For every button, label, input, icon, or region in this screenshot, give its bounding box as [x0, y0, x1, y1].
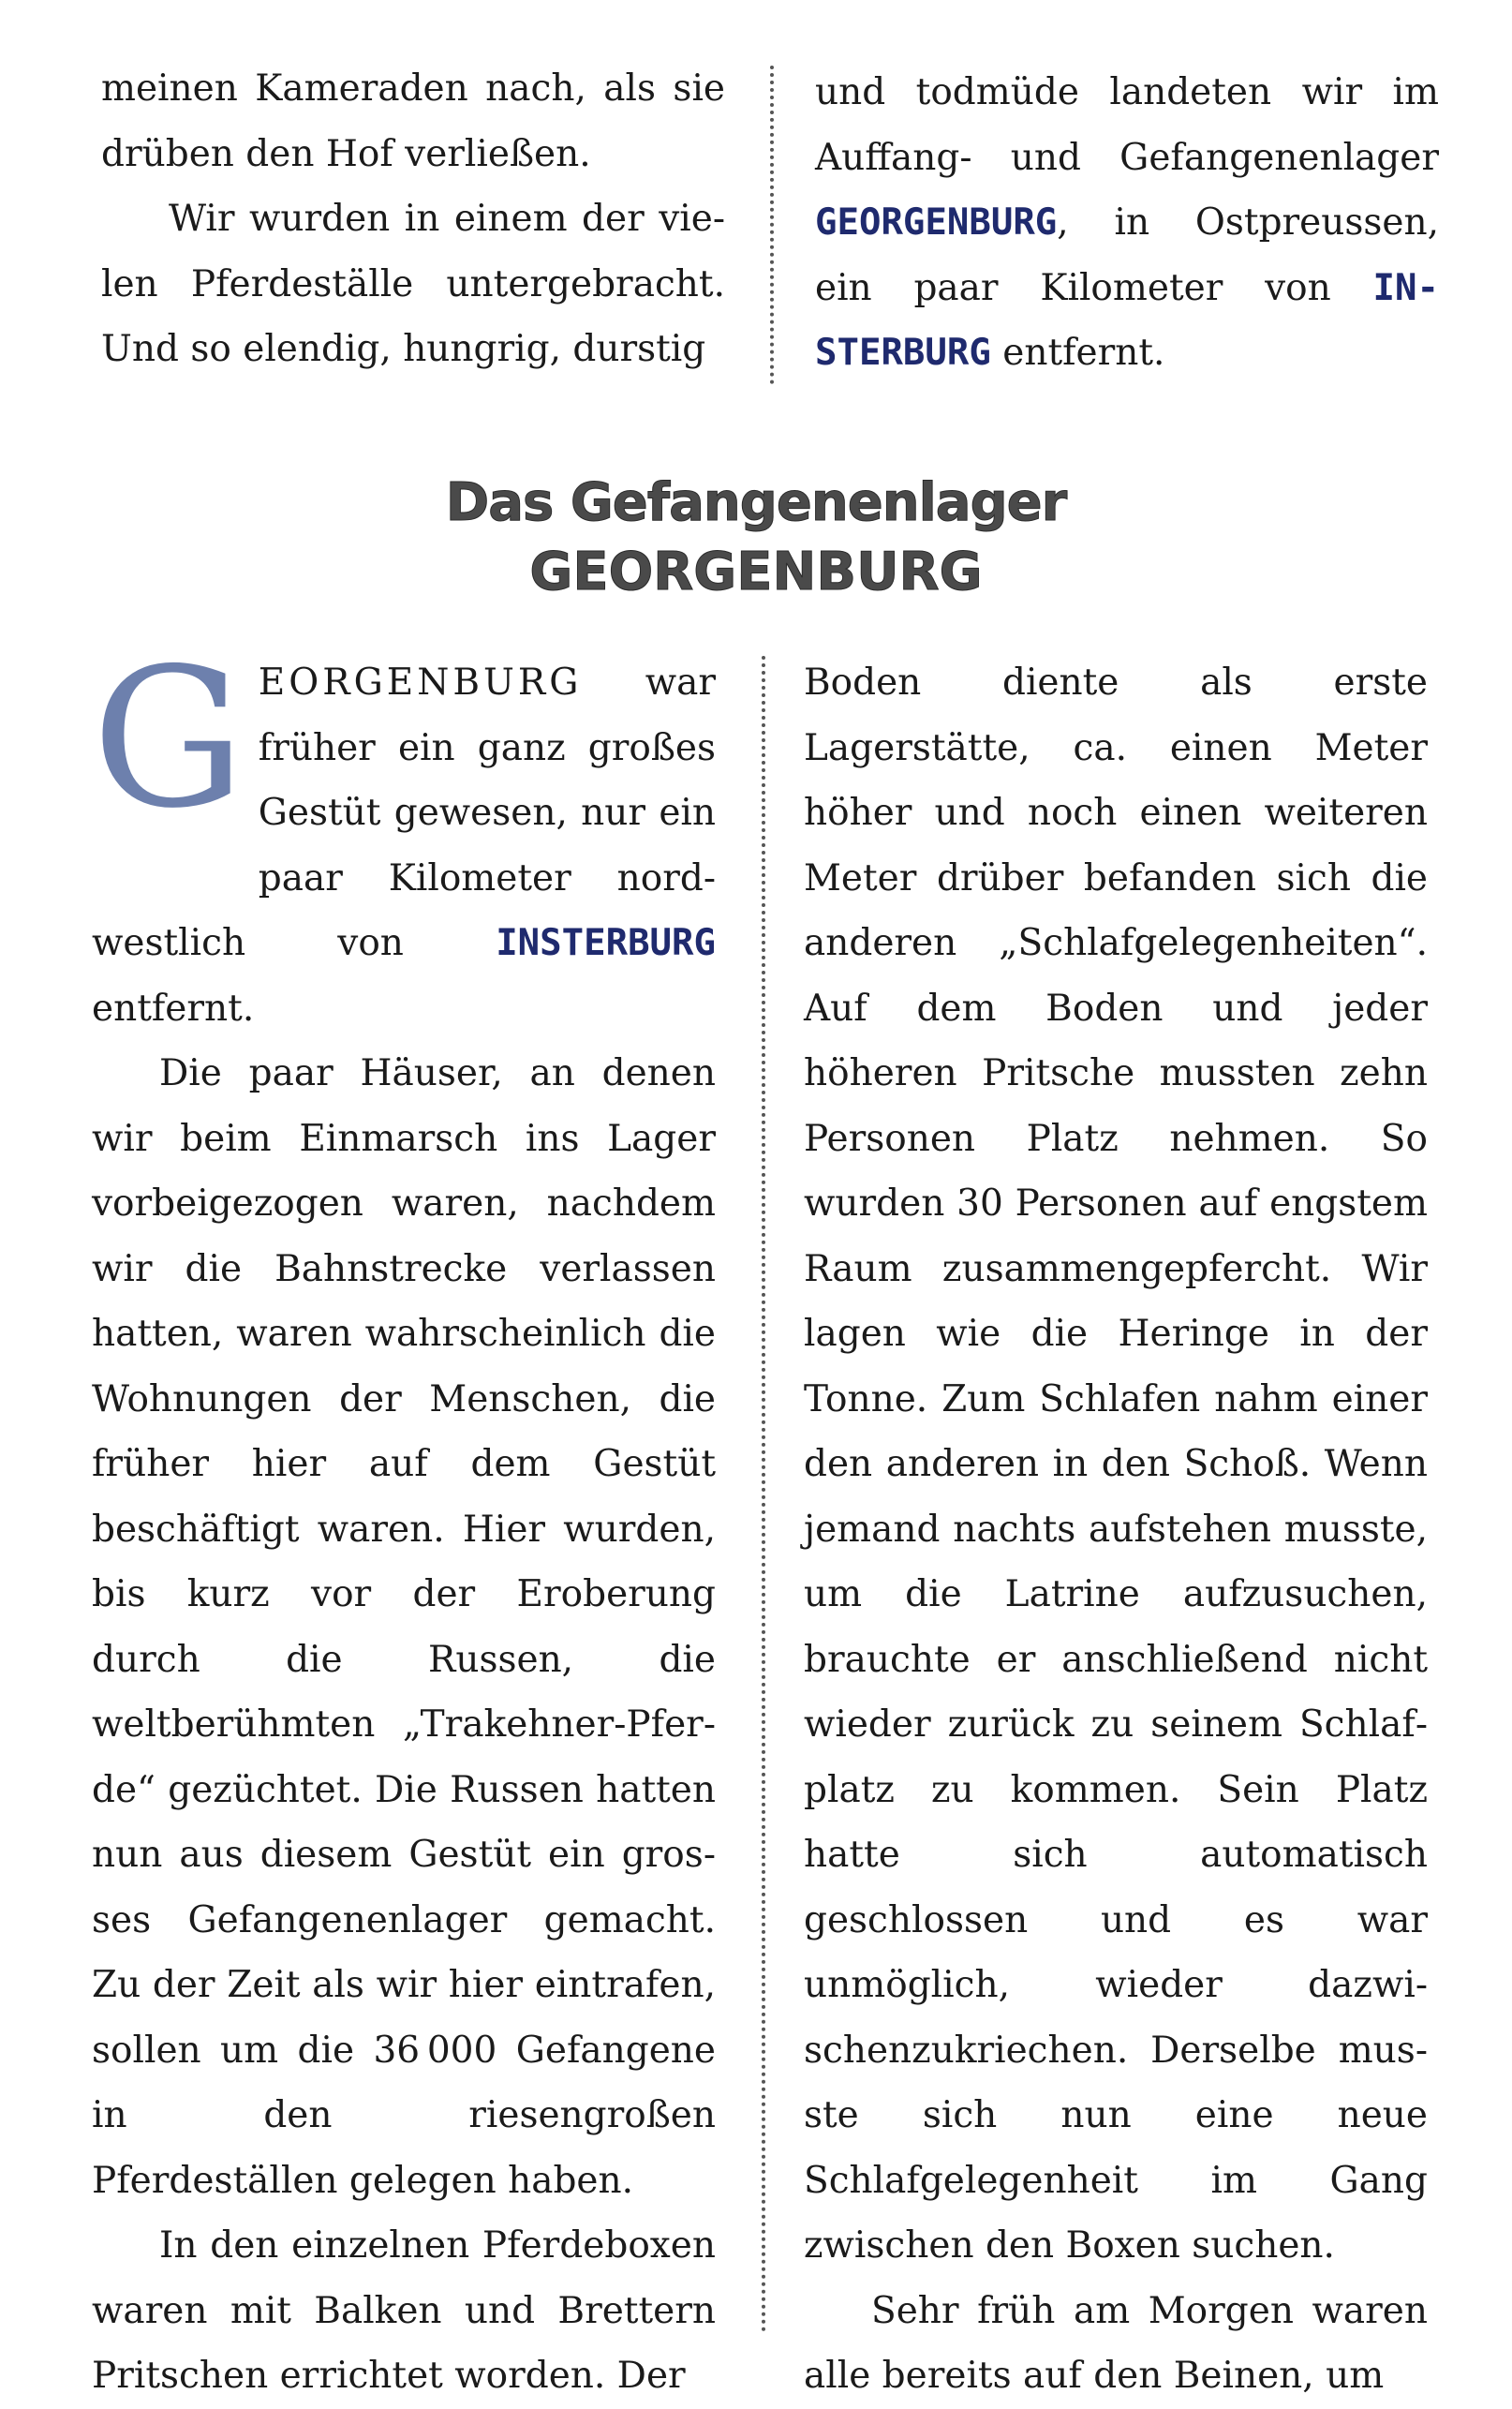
section-heading [0, 468, 1512, 607]
paragraph: meinen Kameraden nach, als sie drüben den Hof verließen. [101, 67, 725, 175]
place-name: INSTERBURG [815, 266, 1439, 374]
bottom-right-column [804, 650, 1428, 2409]
paragraph: Boden diente als erste Lagerstätte, ca. einen Meter höher und noch einen weiteren Meter drüber befanden sich die anderen „Schlafgelegenheiten“. Auf dem Boden und jeder höheren Pritsche mussten zehn Personen Platz nehmen. So wurden 30 Personen auf engstem Raum zusammengepfercht. Wir lagen wie die Heringe in der Tonne. Zum Schlafen nahm einer den anderen in den Schoß. Wenn jemand nachts aufstehen musste, um die Latrine aufzusuchen, brauchte er anschließend nicht wieder zurück zu seinem Schlafplatz zu kommen. Sein Platz hatte sich automatisch geschlossen und es war unmöglich, wieder dazwischenzukriechen. Derselbe musste sich nun eine neue Schlafgelegenheit im Gang zwischen den Boxen suchen. [804, 662, 1428, 2267]
top-left-column [101, 56, 725, 382]
text-run: war früher ein ganz großes Gestüt gewesen, nur ein paar Kilometer nord-westlich von [92, 662, 716, 964]
paragraph: In den einzelnen Pferdeboxen waren mit Balken und Brettern Pritschen errichtet worden. Der [92, 2224, 716, 2397]
text-run: , in Ostpreussen, ein paar Kilometer von [815, 201, 1439, 309]
text-run: entfernt. [990, 332, 1165, 374]
place-name: GEORGENBURG [815, 201, 1058, 244]
lead-word: EORGENBURG [258, 662, 583, 704]
paragraph: Wir wurden in einem der vielen Pferdeställe untergebracht. Und so elendig, hungrig, durstig [101, 198, 725, 370]
text-run: und todmüde landeten wir im Auffang- und Gefangenenlager [815, 71, 1439, 179]
column-divider [762, 656, 765, 2333]
text-run: entfernt. [92, 987, 255, 1030]
top-right-column [815, 60, 1439, 386]
heading-line-2: GEORGENBURG [529, 542, 983, 602]
bottom-left-column [92, 628, 716, 2409]
heading-line-1: Das Gefangenenlager [445, 472, 1067, 533]
place-name: INSTERBURG [496, 922, 716, 964]
paragraph: Sehr früh am Morgen waren alle bereits auf den Beinen, um [804, 2289, 1428, 2397]
drop-cap: G [92, 628, 245, 851]
paragraph [92, 628, 716, 1041]
paragraph: Die paar Häuser, an denen wir beim Einmarsch ins Lager vorbeigezogen waren, nachdem wir die Bahnstrecke verlassen hatten, waren wahrscheinlich die Wohnungen der Menschen, die früher hier auf dem Gestüt beschäftigt waren. Hier wurden, bis kurz vor der Eroberung durch die Russen, die weltberühmten „Trakehner-Pferde“ gezüchtet. Die Russen hatten nun aus diesem Gestüt ein grosses Gefangenenlager gemacht. Zu der Zeit als wir hier eintrafen, sollen um die 36 000 Gefangene in den riesengroßen Pferdeställen gelegen haben. [92, 1052, 716, 2202]
paragraph [815, 60, 1439, 386]
column-divider [770, 66, 774, 384]
